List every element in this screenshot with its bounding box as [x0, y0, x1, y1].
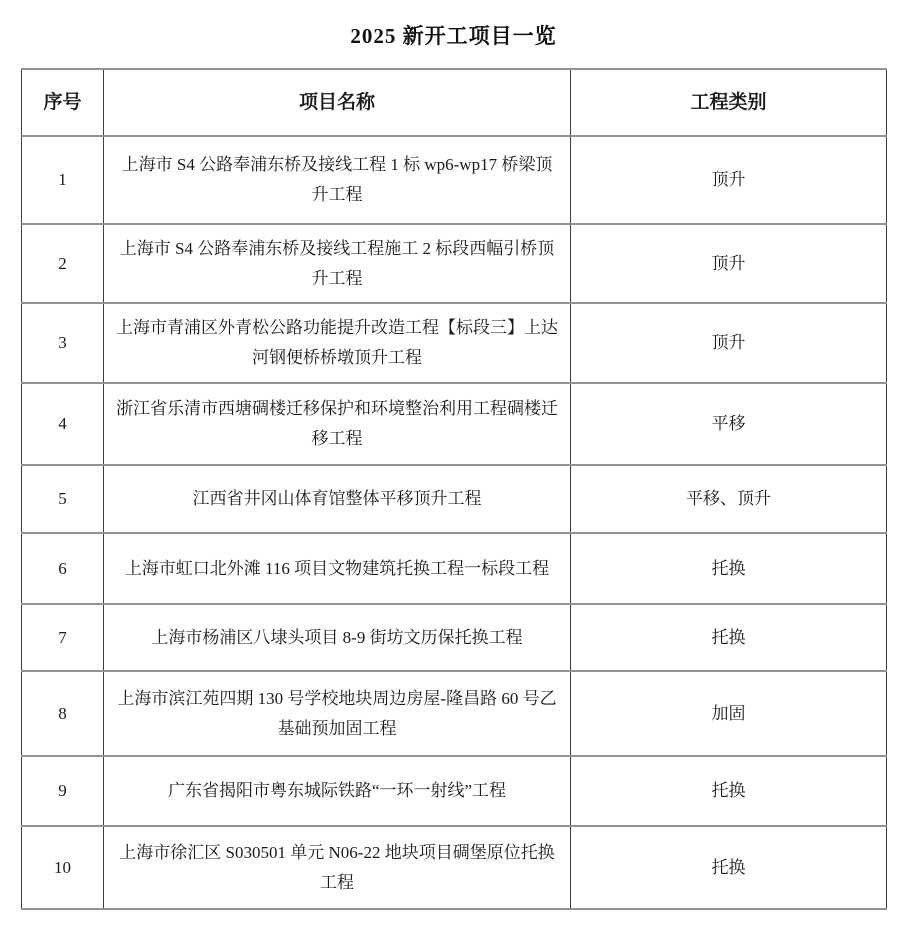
- table-row: [22, 826, 887, 909]
- cell-name: 上海市虹口北外滩 116 项目文物建筑托换工程一标段工程: [104, 533, 571, 604]
- table-row: [22, 604, 887, 671]
- page-title: 2025 新开工项目一览: [350, 24, 557, 48]
- cell-name: 广东省揭阳市粤东城际铁路“一环一射线”工程: [104, 756, 571, 826]
- cell-name: 上海市 S4 公路奉浦东桥及接线工程施工 2 标段西幅引桥顶升工程: [104, 224, 571, 303]
- cell-no: 3: [22, 303, 104, 383]
- table-row: [22, 533, 887, 604]
- cell-category: 托换: [571, 756, 887, 826]
- table-row: [22, 383, 887, 465]
- cell-name: 江西省井冈山体育馆整体平移顶升工程: [104, 465, 571, 533]
- table-row: [22, 465, 887, 533]
- project-table: [21, 68, 887, 910]
- cell-category: 托换: [571, 826, 887, 909]
- column-header-category: 工程类别: [571, 69, 887, 136]
- cell-no: 4: [22, 383, 104, 465]
- cell-name: 浙江省乐清市西塘碉楼迁移保护和环境整治利用工程碉楼迁移工程: [104, 383, 571, 465]
- cell-no: 6: [22, 533, 104, 604]
- cell-no: 9: [22, 756, 104, 826]
- cell-no: 2: [22, 224, 104, 303]
- cell-name: 上海市青浦区外青松公路功能提升改造工程【标段三】上达河钢便桥桥墩顶升工程: [104, 303, 571, 383]
- cell-no: 1: [22, 136, 104, 224]
- column-header-no: 序号: [22, 69, 104, 136]
- cell-name: 上海市徐汇区 S030501 单元 N06-22 地块项目碉堡原位托换工程: [104, 826, 571, 909]
- cell-no: 8: [22, 671, 104, 756]
- table-row: [22, 303, 887, 383]
- cell-name: 上海市滨江苑四期 130 号学校地块周边房屋-隆昌路 60 号乙基础预加固工程: [104, 671, 571, 756]
- cell-no: 7: [22, 604, 104, 671]
- table-row: [22, 756, 887, 826]
- cell-category: 顶升: [571, 303, 887, 383]
- cell-category: 平移、顶升: [571, 465, 887, 533]
- column-header-name: 项目名称: [104, 69, 571, 136]
- cell-category: 加固: [571, 671, 887, 756]
- cell-category: 托换: [571, 604, 887, 671]
- cell-no: 5: [22, 465, 104, 533]
- cell-category: 顶升: [571, 136, 887, 224]
- cell-category: 托换: [571, 533, 887, 604]
- table-row: [22, 224, 887, 303]
- table-row: [22, 671, 887, 756]
- cell-category: 平移: [571, 383, 887, 465]
- cell-name: 上海市杨浦区八埭头项目 8-9 街坊文历保托换工程: [104, 604, 571, 671]
- table-row: [22, 136, 887, 224]
- cell-no: 10: [22, 826, 104, 909]
- cell-category: 顶升: [571, 224, 887, 303]
- cell-name: 上海市 S4 公路奉浦东桥及接线工程 1 标 wp6-wp17 桥梁顶升工程: [104, 136, 571, 224]
- table-header-row: [22, 69, 887, 136]
